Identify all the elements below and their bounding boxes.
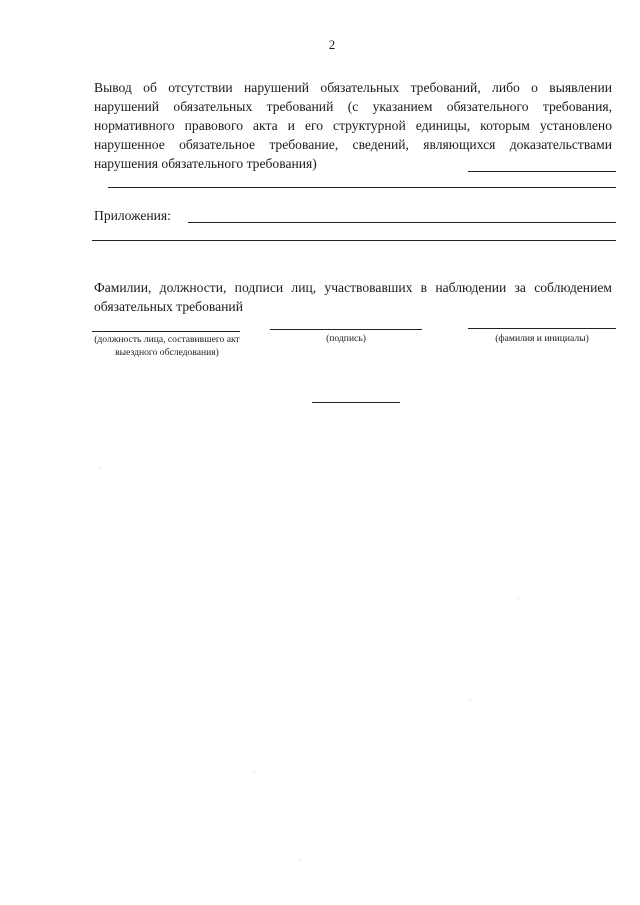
attachments-label: Приложения: [94,208,171,223]
scan-speck [300,860,301,861]
closing-line [312,402,400,403]
attachments-fill-line-2 [92,240,616,241]
conclusion-fill-line-1 [468,171,616,172]
position-signature-line [92,331,240,332]
signature-caption: (подпись) [326,333,366,344]
attachments-fill-line-1 [188,222,616,223]
position-caption: (должность лица, составившего акт выездного обследования) [94,334,240,358]
name-caption: (фамилия и инициалы) [495,333,589,344]
conclusion-fill-line-2 [108,187,616,188]
signature-line [270,329,422,330]
page-number: 2 [328,37,336,52]
scan-speck [470,700,471,701]
scan-speck [518,598,519,599]
conclusion-paragraph: Вывод об отсутствии нарушений обязательных требований, либо о выявлении нарушений обязательных требований (с указанием обязательного требования, нормативного правового акта и его структурной единицы, которым установлено нарушенное обязательное требование, сведений, являющихся доказательствами нарушения обязательного требования) [94,80,612,171]
scan-speck [254,772,255,773]
participants-paragraph: Фамилии, должности, подписи лиц, участвовавших в наблюдении за соблюдением обязательных требований [94,280,612,314]
name-signature-line [468,328,616,329]
scan-speck [100,468,101,469]
